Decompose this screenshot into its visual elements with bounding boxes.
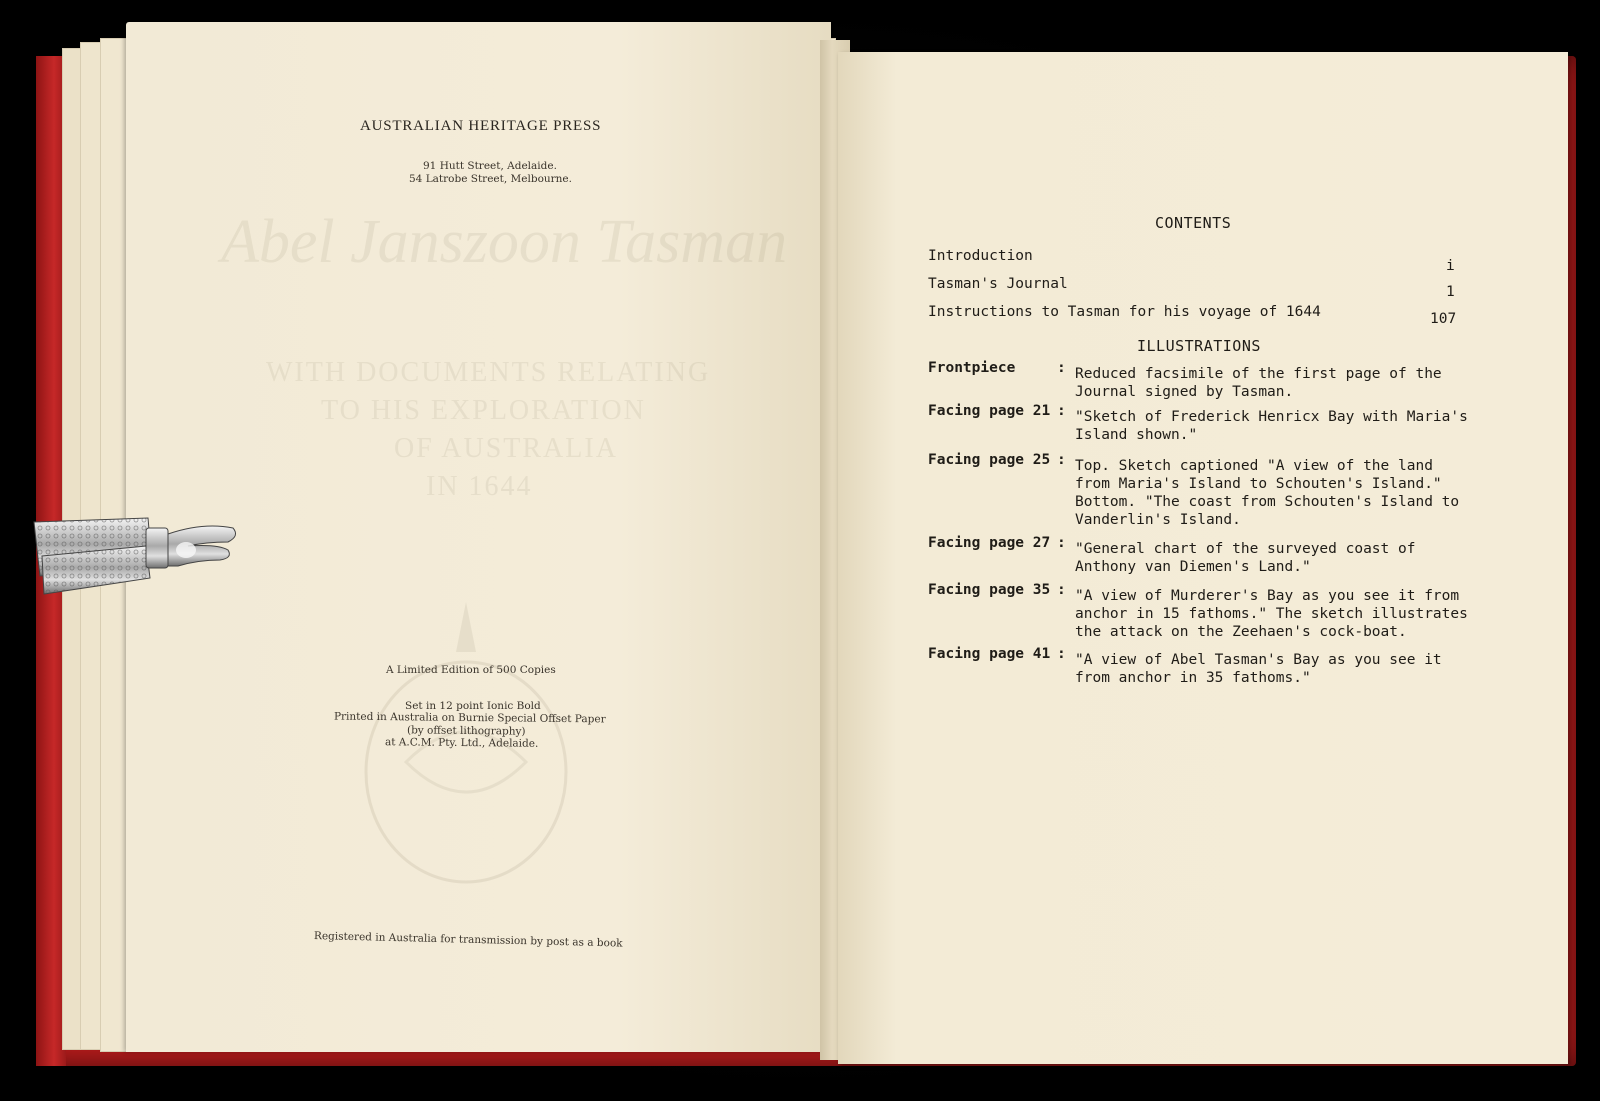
illustration-label: Facing page 27 bbox=[928, 535, 1051, 551]
toc-entry-title: Tasman's Journal bbox=[928, 276, 1068, 292]
illustration-separator: : bbox=[1057, 452, 1066, 468]
illustrations-heading: ILLUSTRATIONS bbox=[1137, 337, 1261, 355]
colophon-line: at A.C.M. Pty. Ltd., Adelaide. bbox=[384, 736, 539, 750]
illustration-label: Facing page 21 bbox=[928, 403, 1051, 419]
illustration-description: Reduced facsimile of the first page of the Journal signed by Tasman. bbox=[1075, 366, 1442, 400]
illustration-separator: : bbox=[1057, 360, 1066, 376]
illustration-description: "A view of Murderer's Bay as you see it from anchor in 15 fathoms." The sketch illustrates the attack on the Zeehaen's cock-boat. bbox=[1075, 588, 1468, 640]
publisher-address-line: 91 Hutt Street, Adelaide. bbox=[423, 160, 557, 172]
colophon-line: (by offset lithography) bbox=[406, 724, 526, 738]
illustration-separator: : bbox=[1057, 646, 1066, 662]
publisher-address-line: 54 Latrobe Street, Melbourne. bbox=[409, 173, 572, 185]
illustration-separator: : bbox=[1057, 535, 1066, 551]
illustration-label: Facing page 25 bbox=[928, 452, 1051, 468]
colophon-line: Printed in Australia on Burnie Special Offset Paper bbox=[333, 710, 606, 726]
toc-entry-title: Introduction bbox=[928, 248, 1033, 264]
colophon-line: Set in 12 point Ionic Bold bbox=[405, 700, 541, 712]
illustration-separator: : bbox=[1057, 582, 1066, 598]
show-through-title: Abel Janszoon Tasman bbox=[221, 208, 788, 276]
show-through-text: WITH DOCUMENTS RELATING bbox=[266, 357, 711, 388]
show-through-text: IN 1644 bbox=[426, 471, 533, 502]
illustration-label: Frontpiece bbox=[928, 360, 1016, 376]
contents-heading: CONTENTS bbox=[1155, 214, 1232, 232]
registration-notice: Registered in Australia for transmission by post as a book bbox=[313, 930, 623, 950]
illustration-description: "Sketch of Frederick Henricx Bay with Maria's Island shown." bbox=[1075, 409, 1468, 443]
illustration-label: Facing page 35 bbox=[928, 582, 1051, 598]
show-through-text: TO HIS EXPLORATION bbox=[321, 395, 646, 426]
show-through-text: OF AUSTRALIA bbox=[394, 433, 618, 464]
publisher-name: AUSTRALIAN HERITAGE PRESS bbox=[360, 118, 602, 134]
toc-entry-page: 1 bbox=[1446, 284, 1455, 300]
toc-entry-page: i bbox=[1446, 258, 1455, 274]
illustration-description: "General chart of the surveyed coast of Anthony van Diemen's Land." bbox=[1075, 541, 1416, 575]
toc-entry-title: Instructions to Tasman for his voyage of 1644 bbox=[928, 304, 1321, 320]
illustration-label: Facing page 41 bbox=[928, 646, 1051, 662]
illustration-description: Top. Sketch captioned "A view of the land from Maria's Island to Schouten's Island." Bottom. "The coast from Schouten's Island to Vanderlin's Island. bbox=[1075, 458, 1460, 528]
toc-entry-page: 107 bbox=[1430, 311, 1457, 327]
illustration-description: "A view of Abel Tasman's Bay as you see it from anchor in 35 fathoms." bbox=[1075, 652, 1442, 686]
illustration-separator: : bbox=[1057, 403, 1066, 419]
edition-statement: A Limited Edition of 500 Copies bbox=[386, 664, 556, 676]
